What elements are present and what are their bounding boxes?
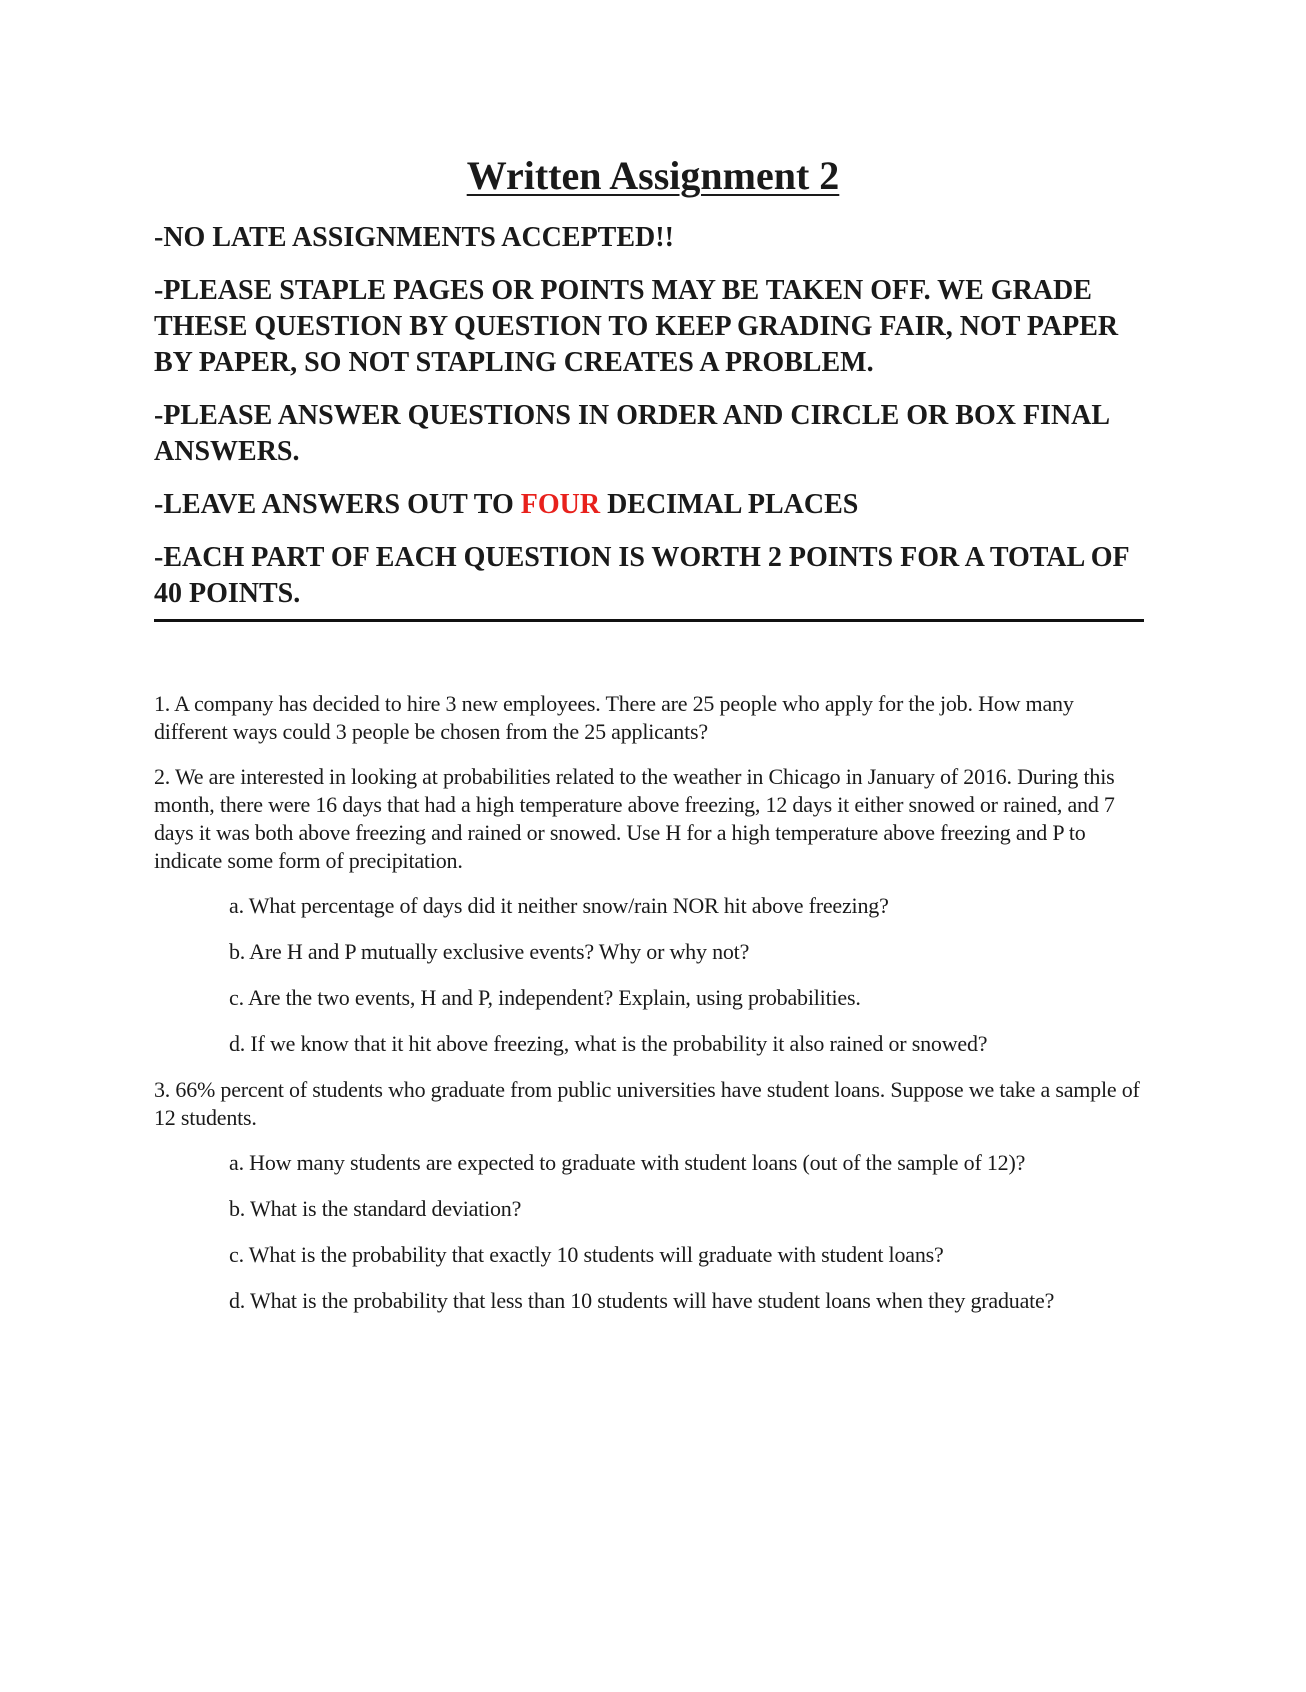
notice-no-late: -NO LATE ASSIGNMENTS ACCEPTED!! <box>154 222 674 253</box>
question-2a: a. What percentage of days did it neither snow/rain NOR hit above freezing? <box>229 893 889 918</box>
horizontal-divider <box>154 619 1144 622</box>
question-3a: a. How many students are expected to graduate with student loans (out of the sample of 12)? <box>229 1150 1026 1175</box>
notice-points: -EACH PART OF EACH QUESTION IS WORTH 2 POINTS FOR A TOTAL OF 40 POINTS. <box>154 542 1129 609</box>
question-1: 1. A company has decided to hire 3 new employees. There are 25 people who apply for the job. How many different ways could 3 people be chosen from the 25 applicants? <box>154 691 1074 744</box>
instructions-block <box>154 220 1144 612</box>
question-2c: c. Are the two events, H and P, independent? Explain, using probabilities. <box>229 985 861 1010</box>
notice-decimals-highlight: FOUR <box>520 489 601 520</box>
notice-decimals <box>154 487 1144 523</box>
question-3d: d. What is the probability that less than 10 students will have student loans when they graduate? <box>229 1288 1055 1313</box>
notice-decimals-suffix: DECIMAL PLACES <box>600 489 859 520</box>
question-2: 2. We are interested in looking at probabilities related to the weather in Chicago in January of 2016. During this month, there were 16 days that had a high temperature above freezing, 12 days it either snowed or rained, and 7 days it was both above freezing and rained or snowed. Use H for a high temperature above freezing and P to indicate some form of precipitation. <box>154 764 1115 873</box>
question-2d: d. If we know that it hit above freezing, what is the probability it also rained or snowed? <box>229 1031 988 1056</box>
questions-block <box>154 690 1144 1333</box>
page-title: Written Assignment 2 <box>466 153 840 198</box>
question-3b: b. What is the standard deviation? <box>229 1196 522 1221</box>
notice-staple: -PLEASE STAPLE PAGES OR POINTS MAY BE TAKEN OFF. WE GRADE THESE QUESTION BY QUESTION TO KEEP GRADING FAIR, NOT PAPER BY PAPER, SO NOT STAPLING CREATES A PROBLEM. <box>154 275 1119 378</box>
notice-decimals-prefix: -LEAVE ANSWERS OUT TO <box>154 489 521 520</box>
question-2b: b. Are H and P mutually exclusive events? Why or why not? <box>229 939 750 964</box>
notice-order: -PLEASE ANSWER QUESTIONS IN ORDER AND CIRCLE OR BOX FINAL ANSWERS. <box>154 400 1109 467</box>
question-3c: c. What is the probability that exactly 10 students will graduate with student loans? <box>229 1242 944 1267</box>
question-3: 3. 66% percent of students who graduate from public universities have student loans. Suppose we take a sample of 12 students. <box>154 1077 1140 1130</box>
